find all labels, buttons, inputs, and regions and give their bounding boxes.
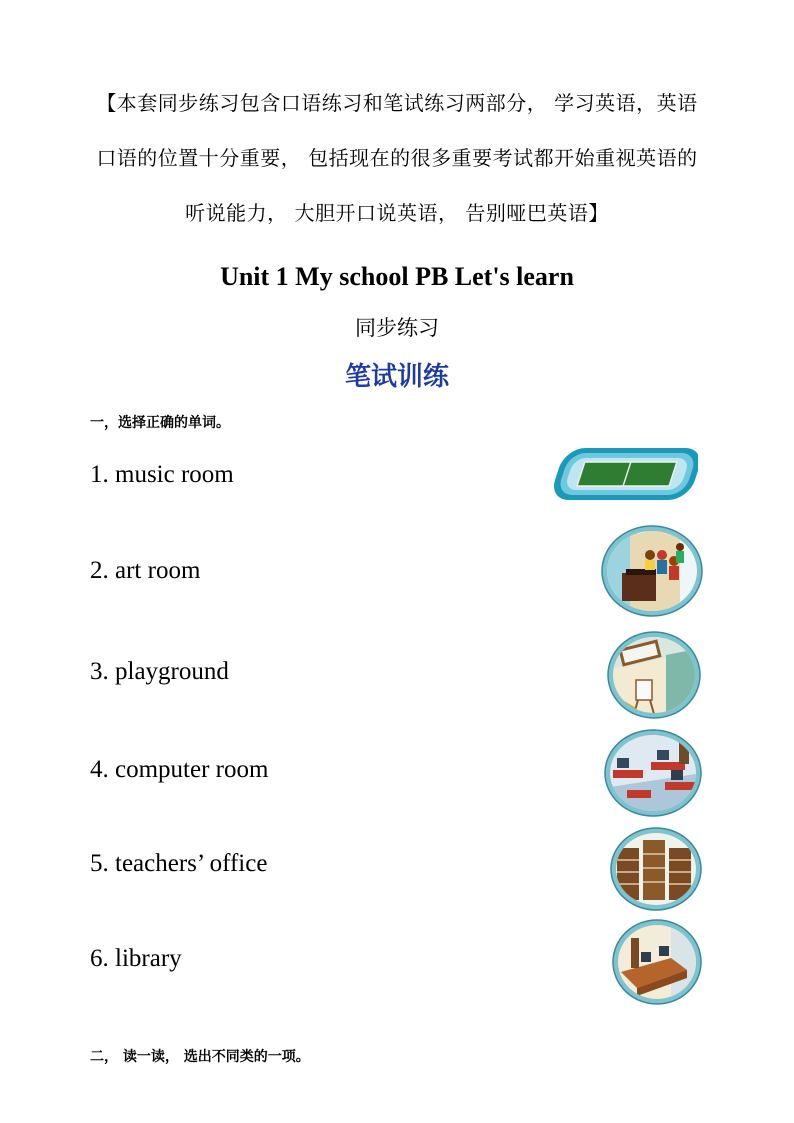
question-2-label: 二， 读一读， 选出不同类的一项。 xyxy=(90,1049,310,1065)
library-shelves-icon xyxy=(609,826,703,912)
computer-room-icon xyxy=(603,728,703,818)
list-item-4: 4. computer room xyxy=(90,756,269,783)
teachers-office-icon xyxy=(611,918,703,1006)
art-room-icon xyxy=(606,630,702,720)
list-item-1: 1. music room xyxy=(90,461,234,488)
intro-paragraph: 【本套同步练习包含口语练习和笔试练习两部分， 学习英语，英语口语的位置十分重要， 包括现在的很多重要考试都开始重视英语的听说能力， 大胆开口说英语， 告别哑巴英语】 xyxy=(96,91,698,225)
question-1-label: 一，选择正确的单词。 xyxy=(90,415,230,431)
page-title: Unit 1 My school PB Let's learn xyxy=(220,262,574,291)
list-item-5: 5. teachers’ office xyxy=(90,850,268,877)
list-item-6: 6. library xyxy=(90,945,182,972)
page-subtitle: 同步练习 xyxy=(355,316,439,340)
playground-track-icon xyxy=(548,440,698,510)
music-room-icon xyxy=(600,525,704,617)
list-item-2: 2. art room xyxy=(90,557,201,584)
section-heading: 笔试训练 xyxy=(344,362,449,392)
list-item-3: 3. playground xyxy=(90,658,229,685)
